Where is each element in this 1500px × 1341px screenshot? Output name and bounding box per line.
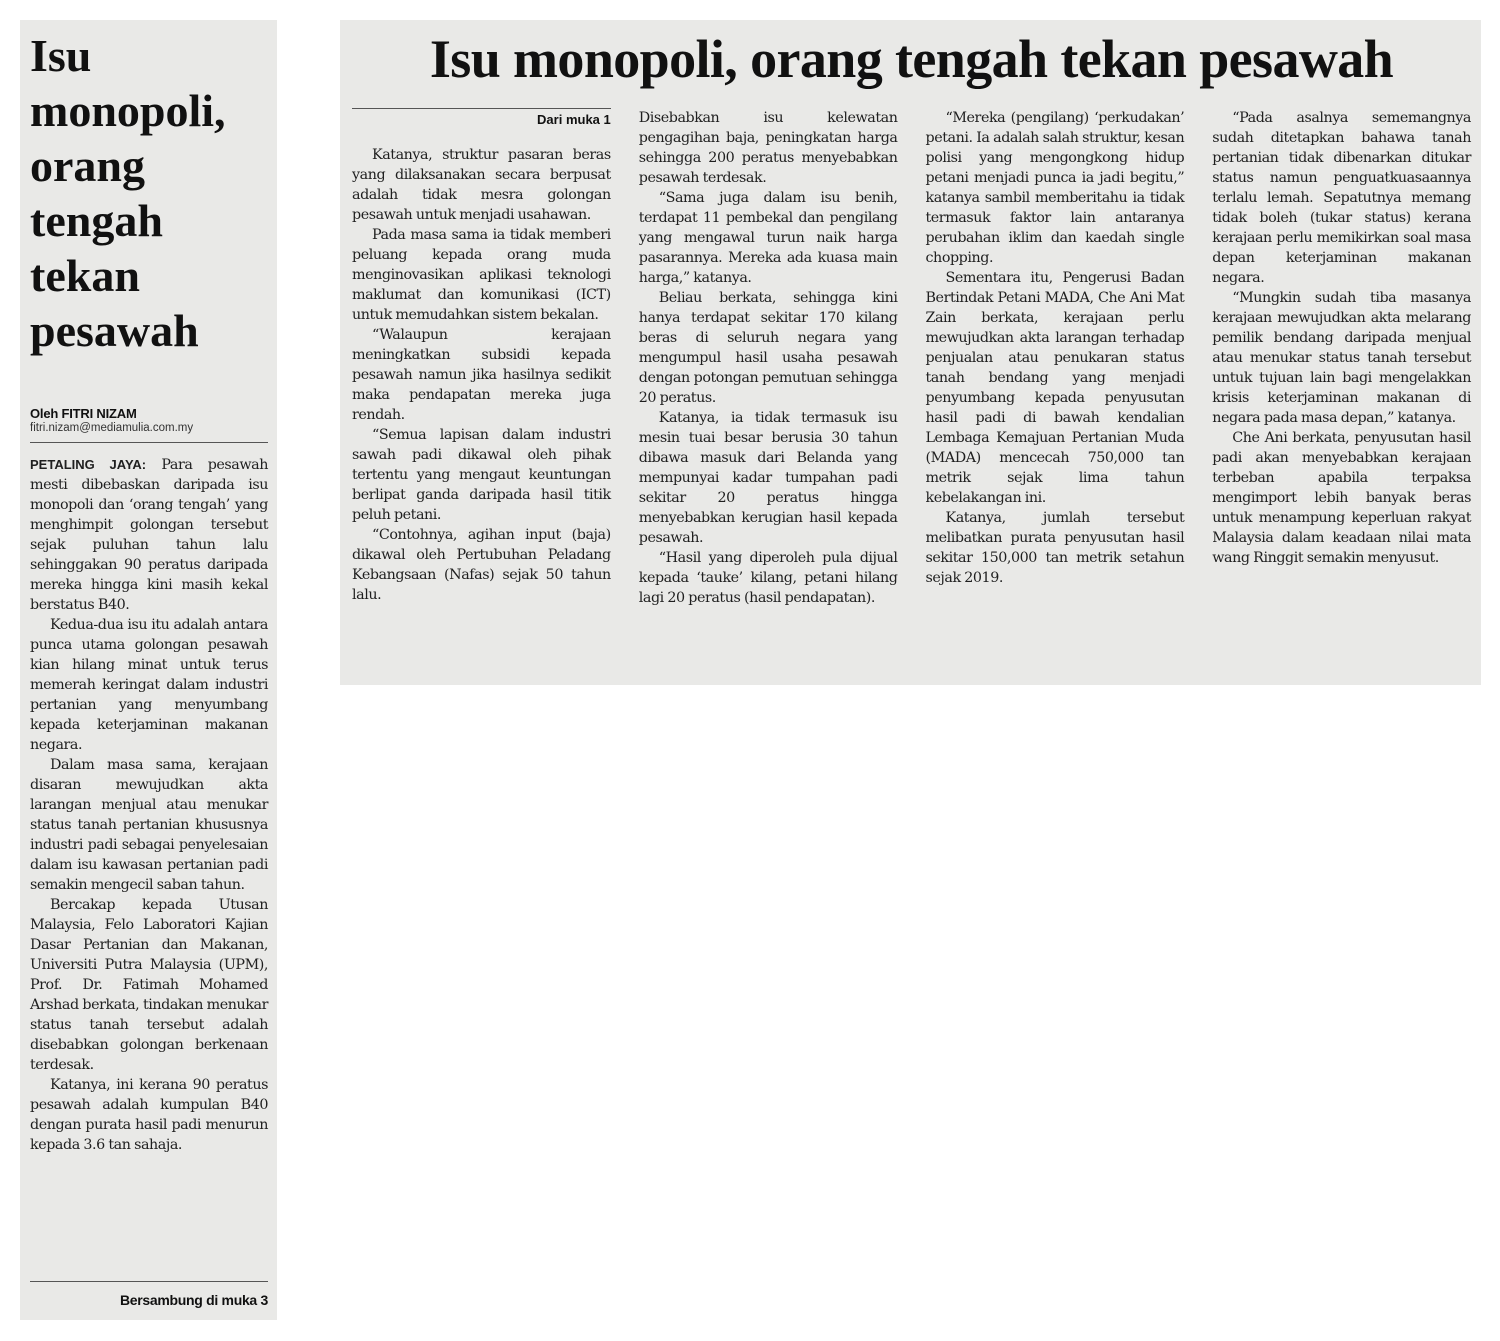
continuation-headline: Isu monopoli, orang tengah tekan pesawah bbox=[429, 29, 1394, 89]
column-2 bbox=[639, 108, 898, 608]
paragraph: Kedua-dua isu itu adalah antara punca utama golongan pesawah kian hilang minat untuk terus memerah keringat dalam industri pertanian yang menyumbang kepada keterjaminan makanan negara. bbox=[30, 617, 268, 753]
paragraph: Bercakap kepada Utusan Malaysia, Felo Laboratori Kajian Dasar Pertanian dan Makanan, Universiti Putra Malaysia (UPM), Prof. Dr. Fatimah Mohamed Arshad berkata, tindakan menukar status tanah tersebut adalah disebabkan golongan berkenaan terdesak. bbox=[30, 897, 268, 1073]
paragraph: “Sama juga dalam isu benih, terdapat 11 pembekal dan pengilang yang mengawal turun naik harga pasarannya. Mereka ada kuasa main harga,” katanya. bbox=[638, 190, 898, 286]
column-4 bbox=[1212, 108, 1471, 608]
paragraph: “Mungkin sudah tiba masanya kerajaan mewujudkan akta melarang pemilik bendang daripada menjual atau menukar status tanah tersebut untuk tujuan lain bagi mengelakkan krisis keterjaminan makanan di negara pada masa depan,” katanya. bbox=[1212, 290, 1471, 426]
paragraph: Para pesawah mesti dibebaskan daripada isu monopoli dan ‘orang tengah’ yang menghimpit golongan tersebut sejak puluhan tahun lalu sehinggakan 90 peratus daripada mereka hingga kini masih kekal berstatus B40. bbox=[30, 457, 268, 613]
paragraph: Katanya, ini kerana 90 peratus pesawah adalah kumpulan B40 dengan purata hasil padi menurun kepada 3.6 tan sahaja. bbox=[30, 1077, 268, 1153]
byline-divider bbox=[30, 442, 268, 443]
from-page-note: Dari muka 1 bbox=[537, 112, 611, 127]
paragraph: “Pada asalnya sememangnya sudah ditetapkan bahawa tanah pertanian tidak dibenarkan ditukar status namun penguatkuasaannya terlalu lemah. Sepatutnya memang tidak boleh (tukar status) kerana kerajaan perlu memikirkan soal masa depan keterjaminan makanan negara. bbox=[1212, 110, 1471, 286]
paragraph: “Semua lapisan dalam industri sawah padi dikawal oleh pihak tertentu yang mengaut keuntungan berlipat ganda daripada hasil titik peluh petani. bbox=[352, 427, 611, 523]
paragraph: “Mereka (pengilang) ‘perkudakan’ petani. Ia adalah salah struktur, kesan polisi yang mengongkong hidup petani menjadi punca ia jadi begitu,” katanya sambil memberitahu ia tidak termasuk faktor lain antaranya perubahan iklim dan kaedah single chopping. bbox=[925, 110, 1185, 266]
paragraph: Che Ani berkata, penyusutan hasil padi akan menyebabkan kerajaan terbeban apabila terpaksa mengimport lebih banyak beras untuk menampung keperluan rakyat Malaysia dalam keadaan nilai mata wang Ringgit semakin menyusut. bbox=[1212, 430, 1471, 566]
column-3 bbox=[926, 108, 1185, 608]
paragraph: Pada masa sama ia tidak memberi peluang kepada orang muda menginovasikan aplikasi teknologi maklumat dan komunikasi (ICT) untuk memudahkan sistem bekalan. bbox=[352, 227, 611, 323]
byline: Oleh FITRI NIZAM bbox=[30, 406, 137, 421]
paragraph: “Contohnya, agihan input (baja) dikawal oleh Pertubuhan Peladang Kebangsaan (Nafas) sejak 50 tahun lalu. bbox=[352, 527, 611, 603]
paragraph: Katanya, ia tidak termasuk isu mesin tuai besar berusia 30 tahun dibawa masuk dari Belanda yang mempunyai kadar tumpahan padi sekitar 20 peratus hingga menyebabkan kerugian hasil kepada pesawah. bbox=[638, 410, 898, 546]
continuation-divider bbox=[30, 1281, 268, 1282]
front-headline: Isu monopoli, orang tengah tekan pesawah bbox=[30, 30, 226, 356]
byline-email: fitri.nizam@mediamulia.com.my bbox=[30, 422, 194, 434]
front-page-clipping bbox=[20, 20, 277, 1320]
continuation-note: Bersambung di muka 3 bbox=[119, 1292, 268, 1308]
article-columns bbox=[352, 108, 1471, 608]
paragraph: Disebabkan isu kelewatan pengagihan baja, peningkatan harga sehingga 200 peratus menyebabkan pesawah terdesak. bbox=[638, 110, 898, 186]
paragraph: Katanya, struktur pasaran beras yang dilaksanakan secara berpusat adalah tidak mesra golongan pesawah untuk menjadi usahawan. bbox=[352, 147, 611, 223]
continuation-clipping bbox=[340, 20, 1481, 685]
column-divider bbox=[352, 108, 611, 109]
front-body bbox=[30, 455, 268, 1155]
paragraph: Katanya, jumlah tersebut melibatkan purata penyusutan hasil sekitar 150,000 tan metrik setahun sejak 2019. bbox=[925, 510, 1185, 586]
paragraph: “Hasil yang diperoleh pula dijual kepada ‘tauke’ kilang, petani hilang lagi 20 peratus (hasil pendapatan). bbox=[638, 550, 898, 606]
paragraph: “Walaupun kerajaan meningkatkan subsidi kepada pesawah namun jika hasilnya sedikit maka pendapatan mereka juga rendah. bbox=[352, 327, 611, 423]
paragraph: Dalam masa sama, kerajaan disaran mewujudkan akta larangan menjual atau menukar status tanah pertanian khususnya industri padi sebagai penyelesaian dalam isu kawasan pertanian padi semakin mengecil saban tahun. bbox=[30, 757, 268, 893]
lead-paragraph bbox=[30, 455, 268, 615]
column-1 bbox=[352, 108, 611, 608]
paragraph: Sementara itu, Pengerusi Badan Bertindak Petani MADA, Che Ani Mat Zain berkata, kerajaan perlu mewujudkan akta larangan terhadap penjualan atau penukaran status tanah bendang yang menjadi penyumbang kepada penyusutan hasil padi di bawah kendalian Lembaga Kemajuan Pertanian Muda (MADA) mencecah 750,000 tan metrik sejak lima tahun kebelakangan ini. bbox=[925, 270, 1185, 506]
dateline: PETALING JAYA: bbox=[30, 457, 147, 472]
paragraph: Beliau berkata, sehingga kini hanya terdapat sekitar 170 kilang beras di seluruh negara yang mengumpul hasil usaha pesawah dengan potongan pemutuan sehingga 20 peratus. bbox=[638, 290, 898, 406]
